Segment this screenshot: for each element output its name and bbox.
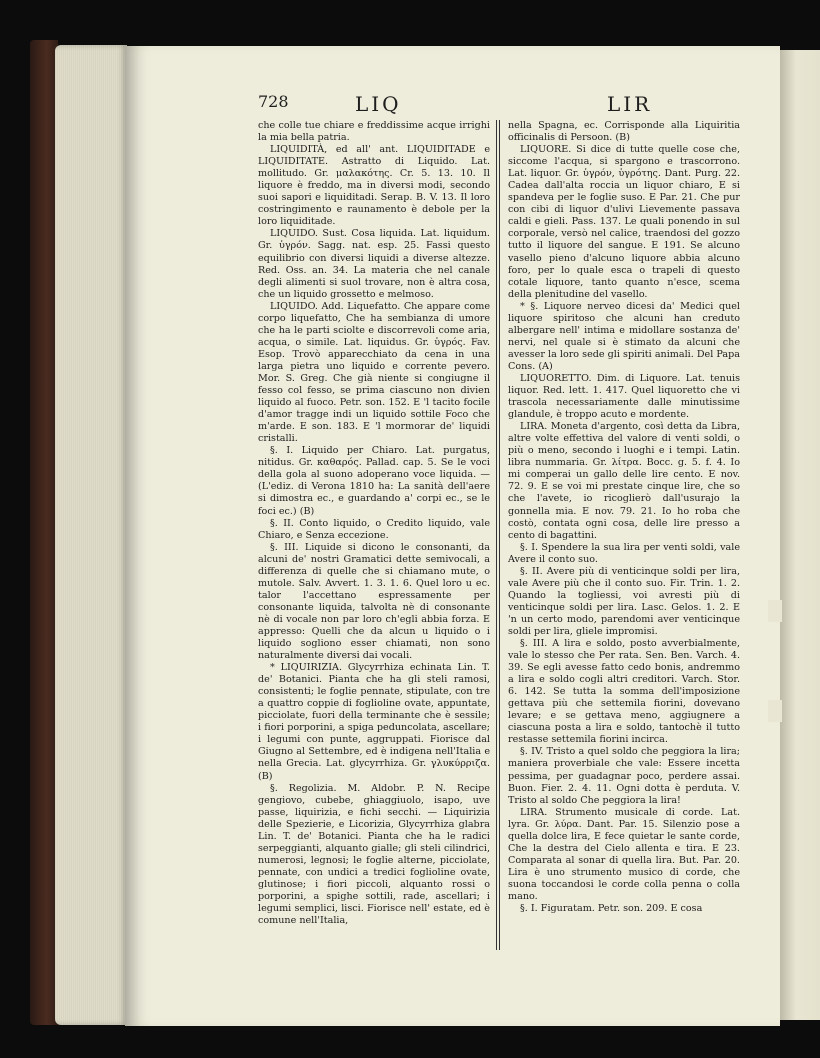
entry-liquido-sust: LIQUIDO. Sust. Cosa liquida. Lat. liquidum. Gr. ὑγρόν. Sagg. nat. esp. 25. Fassi questo equilibrio con diversi liquidi a diverse altezze. Red. Oss. an. 34. La materia che nel canale degli alimenti si suol trovare, non è altra cosa, che un liquido grossetto e melmoso. [258,228,490,300]
left-running-heading: LIQ [355,92,402,116]
entry-liquido-s3: §. III. Liquide si dicono le consonanti, da alcuni de' nostri Gramatici dette semivocali, a differenza di quelle che si chiamano mute, o mutole. Salv. Avvert. 1. 3. 1. 6. Quel loro u ec. talor l'accettano espressamente per consonante liquida, talvolta nè di consonante nè di vocale non par loro ch'egli abbia forza. E appresso: Quelli che da alcun u liquido o i liquido sogliono esser chiamati, non sono naturalmente diversi dai vocali. [258,541,490,662]
entry-liquirizia: * LIQUIRIZIA. Glycyrrhiza echinata Lin. T. de' Botanici. Pianta che ha gli steli ramosi, consistenti; le foglie pennate, stipulate, con tre a quattro coppie di foglioline ovate, appuntate, picciolate, fuori della terminante che è sessile; i fiori porporini, a spiga peduncolata, ascellare; i legumi con punte, aggruppati. Fiorisce dal Giugno al Settembre, ed è indigena nell'Italia e nella Grecia. Lat. glycyrrhiza. Gr. γλυκύρριζα. (B) [258,662,490,782]
entry-lira-s4: §. IV. Tristo a quel soldo che peggiora la lira; maniera proverbiale che vale: Essere incetta pessima, per guadagnar poco, perdere assai. Buon. Fier. 2. 4. 11. Ogni dotta è perduta. V. Tristo al soldo Che peggiora la lira! [508,746,740,806]
entry-lira-moneta: LIRA. Moneta d'argento, così detta da Libra, altre volte effettiva del valore di venti soldi, o più o meno, secondo i luoghi e i tempi. Latin. libra nummaria. Gr. λίτρα. Bocc. g. 5. f. 4. Io mi comperai un gallo delle lire cento. E nov. 72. 9. E se voi mi prestate cinque lire, che so che l'avete, io ricoglierò dall'usurajo la gonnella mia. E nov. 79. 21. Io ho roba che costò, contata ogni cosa, delle lire presso a cento di bagattini. [508,421,740,541]
entry-liquido-s1: §. I. Liquido per Chiaro. Lat. purgatus, nitidus. Gr. καθαρός. Pallad. cap. 5. Se le voci della gola al suono adoperano voce liquida. — (L'ediz. di Verona 1810 ha: La sanità dell'aere si dimostra ec., e guardando a' corpi ec., se le foci ec.) (B) [258,445,490,517]
right-column [508,120,740,960]
entry-lira-strumento: LIRA. Strumento musicale di corde. Lat. lyra. Gr. λύρα. Dant. Par. 15. Silenzio pose a quella dolce lira, E fece quietar le sante corde, Che la destra del Cielo allenta e tira. E 23. Comparata al sonar di quella lira. But. Par. 20. Lira è uno strumento musico di corde, che suona toccandosi le corde colla penna o colla mano. [508,806,740,902]
entry-lira-figuratam: §. I. Figuratam. Petr. son. 209. E cosa [520,903,703,915]
entry-liquido-add: LIQUIDO. Add. Liquefatto. Che appare come corpo liquefatto, Che ha sembianza di umore che ha le parti sciolte e discorrevoli come aria, acqua, o simile. Lat. liquidus. Gr. ὑγρός. Fav. Esop. Trovò apparecchiato da cena in una larga pietra uno liquido e corrente pevero. Mor. S. Greg. Che già niente si congiugne il fesso col fesso, se prima ciascuno non divien liquido al fuoco. Petr. son. 152. E 'l tacito focile d'amor tragge indi un liquido sottile Foco che m'arde. E son. 183. E 'l mormorar de' liquidi cristalli. [258,300,490,445]
column-divider [496,120,500,950]
entry-liquido-s2: §. II. Conto liquido, o Credito liquido, vale Chiaro, e Senza eccezione. [258,517,490,541]
entry-lira-s1: §. I. Spendere la sua lira per venti soldi, vale Avere il conto suo. [508,541,740,565]
entry-lira-s2: §. II. Avere più di venticinque soldi per lira, vale Avere più che il conto suo. Fir. Trin. 1. 2. Quando la togliessi, voi avresti più di venticinque soldi per lira. Lasc. Gelos. 1. 2. E 'n un certo modo, parendomi aver venticinque soldi per lira, gliele impromisi. [508,565,740,637]
entry-liquore-nerveo: * §. Liquore nerveo dicesi da' Medici quel liquore spiritoso che alcuni han creduto albergare nell' intima e midollare sostanza de' nervi, nel quale si è stimato da alcuni che avesser la loro sede gli spiriti animali. Del Papa Cons. (A) [508,300,740,372]
page-tab [768,600,782,622]
left-column [258,120,490,960]
entry-liquore: LIQUORE. Si dice di tutte quelle cose che, siccome l'acqua, si spargono e trascorrono. Lat. liquor. Gr. ὑγρόν, ὑγρότης. Dant. Purg. 22. Cadea dall'alta roccia un liquor chiaro, E si spandeva per le foglie suso. E Par. 21. Che pur con cibi di liquor d'ulivi Lievemente passava caldi e gieli. Pass. 137. Le quali ponendo in sul corporale, versò nel calice, traendosi del gozzo tutto il liquore del sangue. E 191. Se alcuno vasello pieno d'alcuno liquore abbia alcuno foro, per lo quale esca o trapeli di questo cotale liquore, tanto quanto n'esce, scema della plenitudine del vasello. [508,144,740,300]
entry-lira-s3: §. III. A lira e soldo, posto avverbialmente, vale lo stesso che Per rata. Sen. Ben. Varch. 4. 39. Se egli avesse fatto cedo bonis, andremmo a lira e soldo cogli altri creditori. Varch. Stor. 6. 142. Se tutta la somma dell'imposizione gettava più che settemila fiorini, dovevano levare; e se gettava meno, aggiugnere a ciascuna posta a lira e soldo, tantochè il tutto restasse settemila fiorini incirca. [508,638,740,746]
page-stack-edges [55,45,127,1025]
facing-page-edge [780,50,820,1020]
entry-liquidita: LIQUIDITÀ, ed all' ant. LIQUIDITADE e LIQUIDITATE. Astratto di Liquido. Lat. mollitudo. Gr. μαλακότης. Cr. 5. 13. 10. Il liquore è freddo, ma in diversi modi, secondo suoi sapori e liquiditadi. Serap. B. V. 13. Il loro costringimento e raunamento è debole per la loro liquiditade. [258,144,490,228]
paragraph: che colle tue chiare e freddissime acque irrighi la mia bella patria. [258,120,490,144]
page-number: 728 [258,92,289,111]
entry-liquoretto: LIQUORETTO. Dim. di Liquore. Lat. tenuis liquor. Red. lett. 1. 417. Quel liquoretto che vi trascola necessariamente dalle minutissime glandule, è troppo acuto e mordente. [508,372,740,421]
entry-regolizia: §. Regolizia. M. Aldobr. P. N. Recipe gengiovo, cubebe, ghiaggiuolo, isapo, uve passe, liquirizia, e fichi secchi. — Liquirizia delle Spezierie, e Licorizia, Glycyrrhiza glabra Lin. T. de' Botanici. Pianta che ha le radici serpeggianti, alquanto gialle; gli steli cilindrici, numerosi, legnosi; le foglie alterne, picciolate, pennate, con undici a tredici foglioline ovate, glutinose; i fiori piccoli, alquanto rossi o porporini, a spighe sottili, rade, ascellari; i legumi semplici, lisci. Fiorisce nell' estate, ed è comune nell'Italia, [258,782,490,927]
paragraph: nella Spagna, ec. Corrisponde alla Liquiritia officinalis di Persoon. (B) [508,120,740,144]
right-running-heading: LIR [607,92,653,116]
page-tab [768,700,782,722]
book-cover-edge [30,40,58,1025]
